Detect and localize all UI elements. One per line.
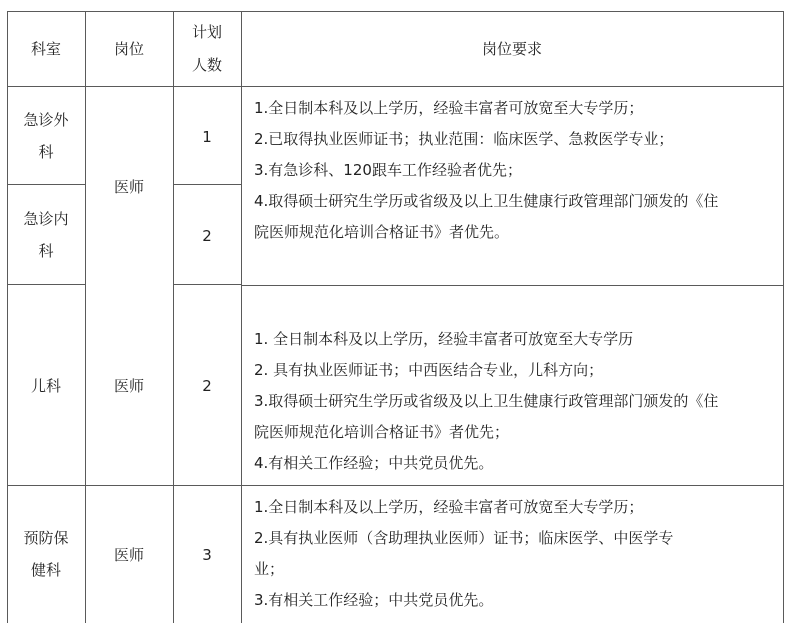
row-divider-1-count (173, 184, 241, 185)
row-divider-2-req (241, 285, 784, 286)
position-pediatrics: 医师 (113, 377, 144, 395)
dept-emergency-internal (7, 203, 85, 267)
requirement-line: 业； (254, 560, 285, 578)
dept-line: 预防保 (23, 529, 69, 547)
count-emergency-surgery: 1 (202, 128, 212, 146)
header-position: 岗位 (113, 40, 144, 58)
header-count-line2: 人数 (191, 56, 222, 74)
requirement-line: 院医师规范化培训合格证书》者优先。 (254, 223, 510, 241)
dept-line: 急诊内 (23, 210, 69, 228)
requirement-line: 4.有相关工作经验；中共党员优先。 (254, 454, 494, 472)
dept-pediatrics: 儿科 (30, 377, 61, 395)
header-requirements: 岗位要求 (481, 40, 542, 58)
count-emergency-internal: 2 (202, 227, 212, 245)
requirement-line: 2.具有执业医师（含助理执业医师）证书；临床医学、中医学专 (254, 529, 674, 547)
row-divider-3 (7, 485, 784, 486)
requirement-line: 1. 全日制本科及以上学历，经验丰富者可放宽至大专学历 (254, 330, 634, 348)
dept-line: 科 (38, 143, 54, 161)
requirement-line: 院医师规范化培训合格证书》者优先； (254, 423, 510, 441)
table-border-top (7, 11, 784, 12)
dept-line: 急诊外 (23, 111, 69, 129)
requirements-pediatrics (254, 324, 718, 479)
requirements-prevention-healthcare (254, 492, 673, 616)
col-divider-2 (173, 11, 174, 623)
dept-prevention-healthcare (7, 522, 85, 586)
col-divider-3 (241, 11, 242, 623)
requirement-line: 4.取得硕士研究生学历或省级及以上卫生健康行政管理部门颁发的《住 (254, 192, 719, 210)
requirement-line: 3.有急诊科、120跟车工作经验者优先； (254, 161, 522, 179)
requirements-emergency-group (254, 93, 718, 248)
row-divider-1 (7, 184, 85, 185)
row-divider-2 (7, 284, 85, 285)
position-prevention-healthcare: 医师 (113, 546, 144, 564)
requirement-line: 2.已取得执业医师证书；执业范围：临床医学、急救医学专业； (254, 130, 674, 148)
requirement-line: 3.有相关工作经验；中共党员优先。 (254, 591, 494, 609)
col-divider-1 (85, 11, 86, 623)
count-prevention-healthcare: 3 (202, 546, 212, 564)
header-divider (7, 86, 784, 87)
position-emergency-group: 医师 (113, 178, 144, 196)
table-border-right (783, 11, 784, 623)
requirement-line: 1.全日制本科及以上学历，经验丰富者可放宽至大专学历； (254, 99, 644, 117)
dept-line: 健科 (30, 561, 61, 579)
requirement-line: 1.全日制本科及以上学历，经验丰富者可放宽至大专学历； (254, 498, 644, 516)
dept-line: 科 (38, 242, 54, 260)
row-divider-2-count (173, 284, 241, 285)
dept-emergency-surgery (7, 104, 85, 168)
count-pediatrics: 2 (202, 377, 212, 395)
header-dept: 科室 (30, 40, 61, 58)
requirement-line: 2. 具有执业医师证书；中西医结合专业，儿科方向； (254, 361, 604, 379)
header-count-line1: 计划 (191, 23, 222, 41)
requirement-line: 3.取得硕士研究生学历或省级及以上卫生健康行政管理部门颁发的《住 (254, 392, 719, 410)
